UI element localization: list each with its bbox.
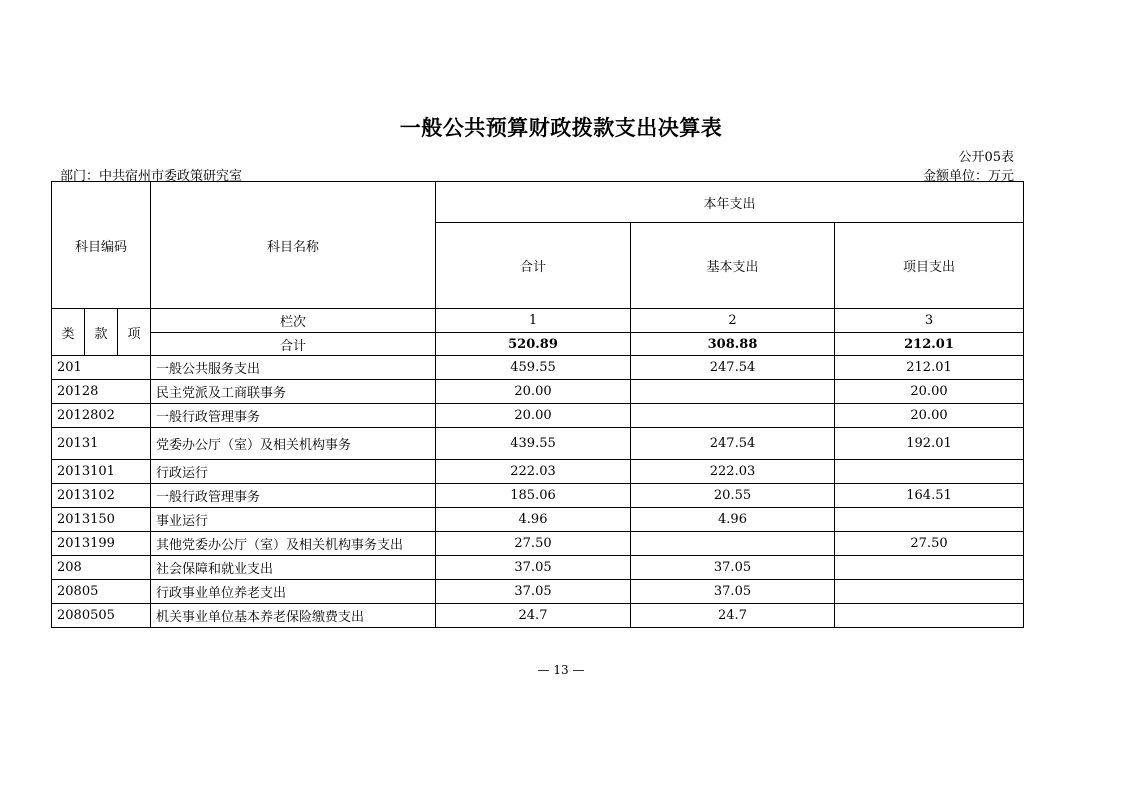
row-basic: 247.54 xyxy=(631,356,835,380)
header-xiang: 项 xyxy=(118,309,151,356)
table-row xyxy=(52,604,1024,628)
row-name: 党委办公厅（室）及相关机构事务 xyxy=(151,428,436,460)
row-code: 2013199 xyxy=(52,532,151,556)
row-code: 2080505 xyxy=(52,604,151,628)
row-total: 4.96 xyxy=(436,508,631,532)
row-project: 212.01 xyxy=(835,356,1024,380)
header-kuan: 款 xyxy=(85,309,118,356)
header-row-1 xyxy=(52,182,1024,223)
row-project xyxy=(835,580,1024,604)
row-total: 459.55 xyxy=(436,356,631,380)
row-basic: 24.7 xyxy=(631,604,835,628)
header-lei: 类 xyxy=(52,309,85,356)
table-row xyxy=(52,580,1024,604)
total-basic: 308.88 xyxy=(631,333,835,356)
table-row xyxy=(52,356,1024,380)
total-label: 合计 xyxy=(151,333,436,356)
column-index-3: 3 xyxy=(835,309,1024,333)
total-project: 212.01 xyxy=(835,333,1024,356)
row-name: 事业运行 xyxy=(151,508,436,532)
row-code: 2012802 xyxy=(52,404,151,428)
department-label: 部门：中共宿州市委政策研究室 xyxy=(60,169,243,184)
row-name: 一般行政管理事务 xyxy=(151,484,436,508)
row-code: 2013101 xyxy=(52,460,151,484)
column-index-2: 2 xyxy=(631,309,835,333)
row-project xyxy=(835,604,1024,628)
column-index-row xyxy=(52,309,1024,333)
table-row xyxy=(52,460,1024,484)
row-project: 20.00 xyxy=(835,404,1024,428)
row-basic: 20.55 xyxy=(631,484,835,508)
row-basic: 247.54 xyxy=(631,428,835,460)
row-project xyxy=(835,460,1024,484)
row-basic: 37.05 xyxy=(631,580,835,604)
table-row xyxy=(52,508,1024,532)
expenditure-table xyxy=(51,181,1024,628)
row-name: 一般公共服务支出 xyxy=(151,356,436,380)
row-project xyxy=(835,556,1024,580)
form-number: 公开05表 xyxy=(958,150,1014,165)
row-name: 机关事业单位基本养老保险缴费支出 xyxy=(151,604,436,628)
row-code: 20131 xyxy=(52,428,151,460)
table-row xyxy=(52,404,1024,428)
row-name: 行政事业单位养老支出 xyxy=(151,580,436,604)
table-row xyxy=(52,532,1024,556)
row-name: 一般行政管理事务 xyxy=(151,404,436,428)
header-project: 项目支出 xyxy=(835,223,1024,309)
row-project: 27.50 xyxy=(835,532,1024,556)
row-basic xyxy=(631,532,835,556)
column-index-1: 1 xyxy=(436,309,631,333)
row-basic xyxy=(631,404,835,428)
row-name: 民主党派及工商联事务 xyxy=(151,380,436,404)
row-total: 20.00 xyxy=(436,404,631,428)
table-row xyxy=(52,556,1024,580)
table-row xyxy=(52,380,1024,404)
table-row xyxy=(52,428,1024,460)
header-group-current-year: 本年支出 xyxy=(436,182,1024,223)
header-code: 科目编码 xyxy=(52,182,151,309)
row-name: 其他党委办公厅（室）及相关机构事务支出 xyxy=(151,532,436,556)
column-index-label: 栏次 xyxy=(151,309,436,333)
row-project: 20.00 xyxy=(835,380,1024,404)
row-basic: 222.03 xyxy=(631,460,835,484)
row-project xyxy=(835,508,1024,532)
row-project: 192.01 xyxy=(835,428,1024,460)
amount-unit-label: 金额单位：万元 xyxy=(922,169,1014,184)
row-code: 201 xyxy=(52,356,151,380)
row-name: 行政运行 xyxy=(151,460,436,484)
header-basic: 基本支出 xyxy=(631,223,835,309)
row-name: 社会保障和就业支出 xyxy=(151,556,436,580)
row-code: 208 xyxy=(52,556,151,580)
header-name: 科目名称 xyxy=(151,182,436,309)
row-project: 164.51 xyxy=(835,484,1024,508)
row-code: 20805 xyxy=(52,580,151,604)
row-total: 439.55 xyxy=(436,428,631,460)
row-total: 24.7 xyxy=(436,604,631,628)
table-row xyxy=(52,484,1024,508)
row-total: 27.50 xyxy=(436,532,631,556)
header-total: 合计 xyxy=(436,223,631,309)
total-row xyxy=(52,333,1024,356)
row-total: 37.05 xyxy=(436,580,631,604)
row-total: 222.03 xyxy=(436,460,631,484)
page-number: — 13 — xyxy=(537,663,585,677)
row-basic: 37.05 xyxy=(631,556,835,580)
row-basic xyxy=(631,380,835,404)
row-code: 20128 xyxy=(52,380,151,404)
page-title: 一般公共预算财政拨款支出决算表 xyxy=(399,116,723,140)
total-amount: 520.89 xyxy=(436,333,631,356)
row-total: 185.06 xyxy=(436,484,631,508)
row-total: 37.05 xyxy=(436,556,631,580)
row-total: 20.00 xyxy=(436,380,631,404)
row-code: 2013150 xyxy=(52,508,151,532)
row-code: 2013102 xyxy=(52,484,151,508)
row-basic: 4.96 xyxy=(631,508,835,532)
